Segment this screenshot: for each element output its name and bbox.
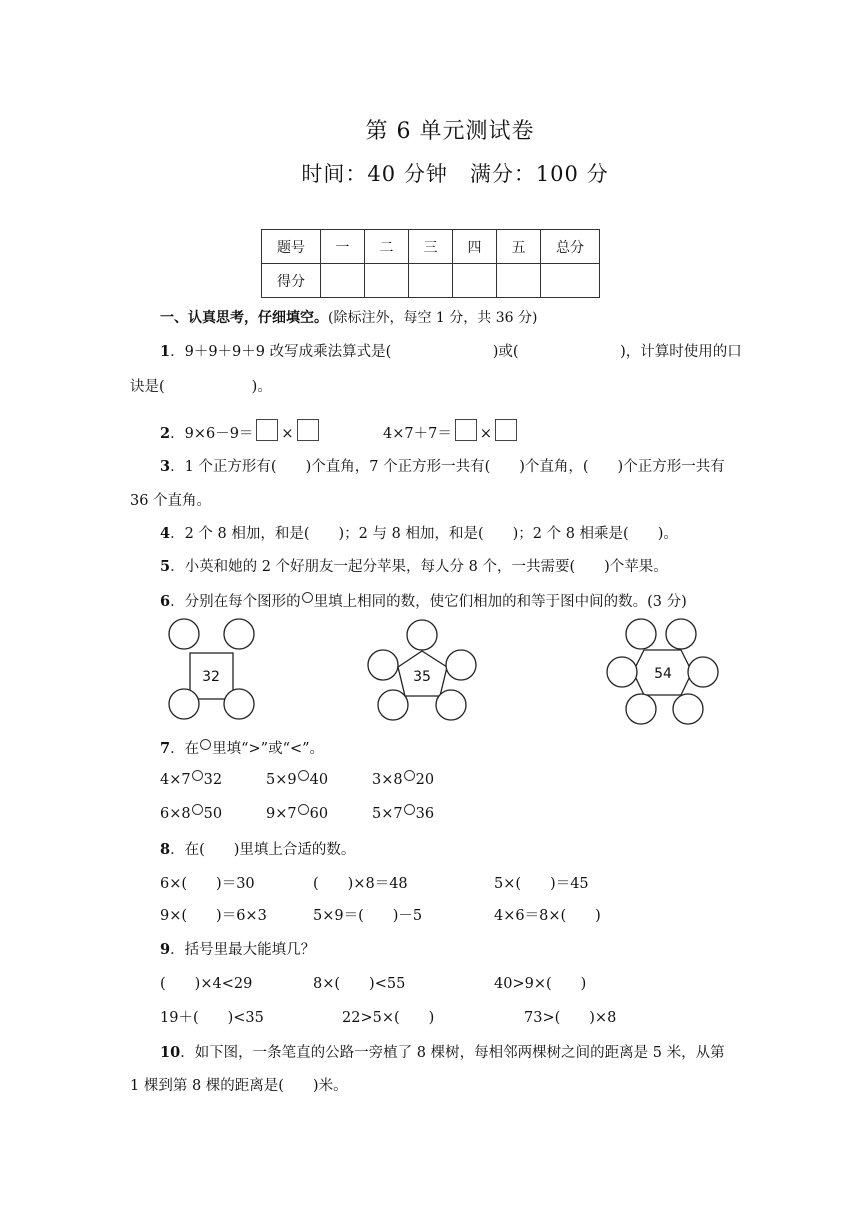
answer-circle[interactable]	[169, 619, 199, 649]
answer-circle[interactable]	[688, 657, 718, 687]
fill-item: ( )×8＝48	[313, 876, 408, 892]
fill-item: 6×( )＝30	[160, 876, 255, 892]
answer-box[interactable]	[495, 419, 517, 441]
answer-circle[interactable]	[673, 694, 703, 724]
question-number: 1	[160, 343, 171, 360]
answer-circle[interactable]	[192, 804, 203, 815]
score-header-cell: 题号	[262, 230, 321, 264]
answer-circle[interactable]	[298, 804, 309, 815]
fill-item: 22>5×( )	[342, 1010, 435, 1026]
question-text: 小英和她的 2 个好朋友一起分苹果，每人分 8 个，一共需要( )个苹果。	[184, 559, 668, 575]
question-1-cont: 诀是( )。	[130, 379, 272, 395]
compare-right: 36	[415, 806, 435, 822]
score-header-cell: 一	[321, 230, 365, 264]
answer-circle[interactable]	[404, 804, 415, 815]
answer-circle[interactable]	[378, 690, 408, 720]
compare-left: 6×8	[160, 806, 191, 822]
score-cell[interactable]	[365, 264, 409, 298]
compare-right: 20	[415, 772, 435, 788]
compare-right: 60	[309, 806, 329, 822]
score-cell[interactable]	[497, 264, 541, 298]
answer-circle[interactable]	[436, 690, 466, 720]
question-text: 2 个 8 相加，和是( )；2 与 8 相加，和是( )；2 个 8 相乘是( )。	[184, 526, 678, 542]
fill-item: 8×( )<55	[313, 976, 406, 992]
fill-item: 5×( )＝45	[494, 876, 589, 892]
answer-circle[interactable]	[192, 770, 203, 781]
question-text: 如下图，一条笔直的公路一旁植了 8 棵树，每相邻两棵树之间的距离是 5 米，从第	[194, 1045, 725, 1061]
times-sign: ×	[281, 426, 294, 442]
answer-circle[interactable]	[446, 650, 476, 680]
score-header-cell: 二	[365, 230, 409, 264]
question-3-cont: 36 个直角。	[130, 493, 212, 509]
question-10-cont: 1 棵到第 8 棵的距离是( )米。	[130, 1078, 348, 1094]
compare-item	[160, 804, 222, 822]
fill-item: 40>9×( )	[494, 976, 587, 992]
compare-item	[266, 804, 328, 822]
expression-left: 9×6－9＝	[184, 426, 254, 442]
question-number: 6	[160, 593, 171, 610]
question-text: 括号里最大能填几？	[184, 942, 316, 958]
question-2: 2．9×6－9＝ ×	[160, 419, 322, 443]
section-title: 一、认真思考，仔细填空。	[160, 310, 328, 326]
score-cell[interactable]	[321, 264, 365, 298]
question-10: 10．如下图，一条笔直的公路一旁植了 8 棵树，每相邻两棵树之间的距离是 5 米，从第	[160, 1044, 725, 1061]
compare-right: 50	[203, 806, 223, 822]
hexagon-center-number: 54	[654, 666, 672, 682]
question-number: 3	[160, 458, 171, 475]
answer-circle[interactable]	[224, 619, 254, 649]
answer-circle[interactable]	[626, 619, 656, 649]
answer-circle[interactable]	[169, 689, 199, 719]
answer-circle[interactable]	[607, 657, 637, 687]
circle-icon	[302, 592, 313, 603]
score-cell[interactable]	[409, 264, 453, 298]
answer-box[interactable]	[256, 419, 278, 441]
question-text: 9＋9＋9＋9 改写成乘法算式是( )或( )，计算时使用的口	[184, 344, 742, 360]
compare-right: 40	[309, 772, 329, 788]
question-9: 9．括号里最大能填几？	[160, 941, 316, 958]
answer-circle[interactable]	[626, 694, 656, 724]
expression-right: 4×7＋7＝	[383, 426, 452, 442]
question-text: 1 个正方形有( )个直角，7 个正方形一共有( )个直角，( )个正方形一共有	[184, 459, 725, 475]
compare-left: 5×9	[266, 772, 297, 788]
answer-circle[interactable]	[666, 619, 696, 649]
answer-circle[interactable]	[407, 620, 437, 650]
pentagon-center-number: 35	[413, 669, 431, 685]
compare-item	[266, 770, 328, 788]
q6-figures	[0, 610, 860, 725]
question-6: 6．分别在每个图形的 里填上相同的数，使它们相加的和等于图中间的数。(3 分)	[160, 593, 687, 610]
fill-item: ( )×4<29	[160, 976, 253, 992]
score-table	[261, 229, 600, 298]
fill-item: 73>( )×8	[524, 1010, 617, 1026]
question-text: 在( )里填上合适的数。	[184, 842, 356, 858]
fill-item: 19＋( )<35	[160, 1010, 264, 1026]
section-note: (除标注外，每空 1 分，共 36 分)	[328, 310, 538, 326]
fill-item: 4×6＝8×( )	[494, 908, 601, 924]
answer-box[interactable]	[297, 419, 319, 441]
answer-circle[interactable]	[368, 650, 398, 680]
answer-box[interactable]	[455, 419, 477, 441]
score-header-cell: 总分	[541, 230, 600, 264]
question-number: 8	[160, 841, 171, 858]
page-title: 第 6 单元测试卷	[365, 119, 535, 144]
answer-circle[interactable]	[298, 770, 309, 781]
question-7: 7．在 里填“>”或“<”。	[160, 740, 325, 757]
square-center-number: 32	[202, 669, 220, 685]
section-heading	[160, 307, 537, 327]
compare-left: 9×7	[266, 806, 297, 822]
fill-item: 5×9＝( )－5	[313, 908, 423, 924]
page-subtitle: 时间：40 分钟 满分：100 分	[301, 162, 609, 186]
compare-left: 5×7	[372, 806, 403, 822]
compare-item	[372, 804, 434, 822]
question-5: 5．小英和她的 2 个好朋友一起分苹果，每人分 8 个，一共需要( )个苹果。	[160, 558, 668, 575]
question-number: 10	[160, 1044, 181, 1061]
score-header-cell: 三	[409, 230, 453, 264]
question-4: 4．2 个 8 相加，和是( )；2 与 8 相加，和是( )；2 个 8 相乘是( )。	[160, 525, 678, 542]
times-sign: ×	[479, 426, 492, 442]
compare-item	[160, 770, 222, 788]
answer-circle[interactable]	[404, 770, 415, 781]
question-number: 9	[160, 941, 171, 958]
circle-icon	[200, 739, 211, 750]
compare-right: 32	[203, 772, 223, 788]
question-number: 5	[160, 558, 171, 575]
question-text: 在	[184, 741, 200, 757]
question-text: 里填上相同的数，使它们相加的和等于图中间的数。(3 分)	[313, 594, 687, 610]
score-cell[interactable]	[541, 264, 600, 298]
compare-left: 3×8	[372, 772, 403, 788]
score-row-label: 得分	[262, 264, 321, 298]
question-text: 分别在每个图形的	[184, 594, 301, 610]
question-2-right	[383, 419, 520, 443]
score-cell[interactable]	[453, 264, 497, 298]
score-table-header-row	[262, 230, 600, 264]
fill-item: 9×( )＝6×3	[160, 908, 267, 924]
question-1: 1．9＋9＋9＋9 改写成乘法算式是( )或( )，计算时使用的口	[160, 343, 742, 360]
question-number: 4	[160, 525, 171, 542]
answer-circle[interactable]	[224, 689, 254, 719]
question-number: 7	[160, 740, 171, 757]
question-3: 3．1 个正方形有( )个直角，7 个正方形一共有( )个直角，( )个正方形一共有	[160, 458, 725, 475]
question-8: 8．在( )里填上合适的数。	[160, 841, 356, 858]
compare-left: 4×7	[160, 772, 191, 788]
score-header-cell: 四	[453, 230, 497, 264]
question-number: 2	[160, 425, 171, 442]
score-table-score-row	[262, 264, 600, 298]
question-text: 里填“>”或“<”。	[212, 741, 325, 757]
compare-item	[372, 770, 434, 788]
score-header-cell: 五	[497, 230, 541, 264]
